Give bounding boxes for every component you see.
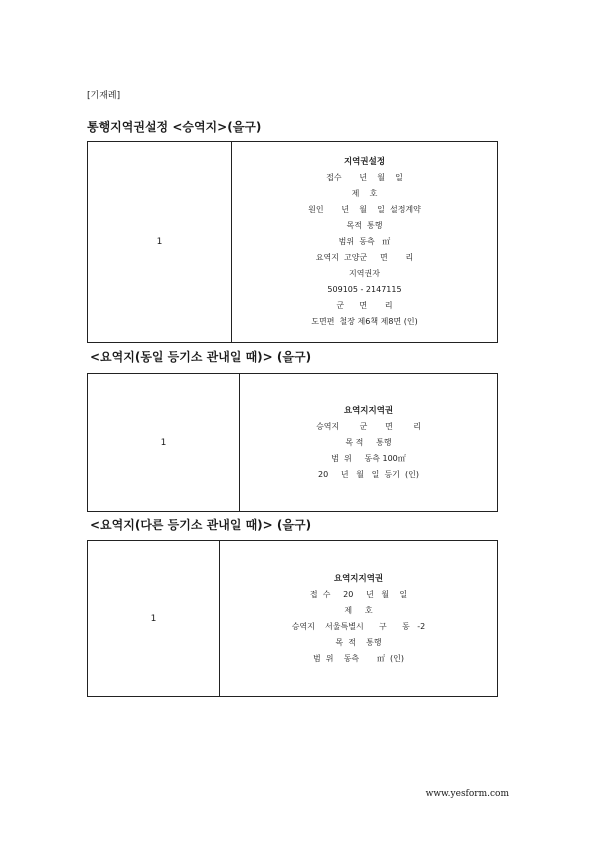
row-number-cell: 1 bbox=[88, 374, 240, 512]
entry-title: 요역지지역권 bbox=[343, 405, 394, 416]
entry-line: 범 위 동측 ㎡ (인) bbox=[312, 653, 405, 663]
section-heading-servient: 통행지역권설정 <승역지>(을구) bbox=[87, 120, 262, 134]
entry-content-cell bbox=[240, 374, 498, 512]
entry-content-cell bbox=[220, 541, 498, 697]
registry-table-servient bbox=[87, 141, 498, 343]
section-heading-dominant-other-office: <요역지(다른 등기소 관내일 때)> (을구) bbox=[90, 518, 312, 532]
entry-line: 요역지 고양군 면 리 bbox=[315, 253, 414, 262]
footer-website: www.yesform.com bbox=[425, 789, 509, 799]
entry-line: 20 년 월 일 등기 (인) bbox=[318, 469, 419, 479]
entry-line: 원인 년 월 일 설정계약 bbox=[308, 205, 421, 214]
entry-line: 군 면 리 bbox=[336, 301, 393, 310]
row-number-cell: 1 bbox=[88, 541, 220, 697]
entry-line: 범 위 동측 100㎡ bbox=[331, 453, 406, 463]
entry-line: 목적 통행 bbox=[346, 221, 383, 230]
entry-line: 접 수 20 년 월 일 bbox=[309, 589, 408, 599]
registry-table-dominant-other-office bbox=[87, 540, 498, 697]
entry-line: 제 호 bbox=[344, 605, 373, 615]
entry-line: 도면편 철장 제6책 제8면 (인) bbox=[311, 317, 418, 326]
entry-line: 제 호 bbox=[351, 189, 378, 198]
entry-line: 승역지 군 면 리 bbox=[316, 421, 421, 431]
registry-table-dominant-same-office bbox=[87, 373, 498, 512]
entry-title: 지역권설정 bbox=[343, 157, 386, 167]
entry-line: 목 적 통행 bbox=[345, 437, 392, 447]
entry-content-cell bbox=[232, 142, 498, 343]
entry-line: 509105 - 2147115 bbox=[327, 285, 402, 294]
entry-line: 승역지 서울특별시 구 동 -2 bbox=[291, 621, 426, 631]
section-heading-dominant-same-office: <요역지(동일 등기소 관내일 때)> (을구) bbox=[90, 350, 312, 364]
entry-title: 요역지지역권 bbox=[333, 573, 384, 584]
row-number-cell: 1 bbox=[88, 142, 232, 343]
entry-line: 지역권자 bbox=[349, 269, 380, 278]
entry-line: 접수 년 월 일 bbox=[326, 173, 403, 182]
entry-line: 범위 동측 ㎡ bbox=[338, 237, 391, 246]
entry-line: 목 적 통행 bbox=[335, 637, 382, 647]
example-tag: [기재례] bbox=[87, 91, 121, 101]
